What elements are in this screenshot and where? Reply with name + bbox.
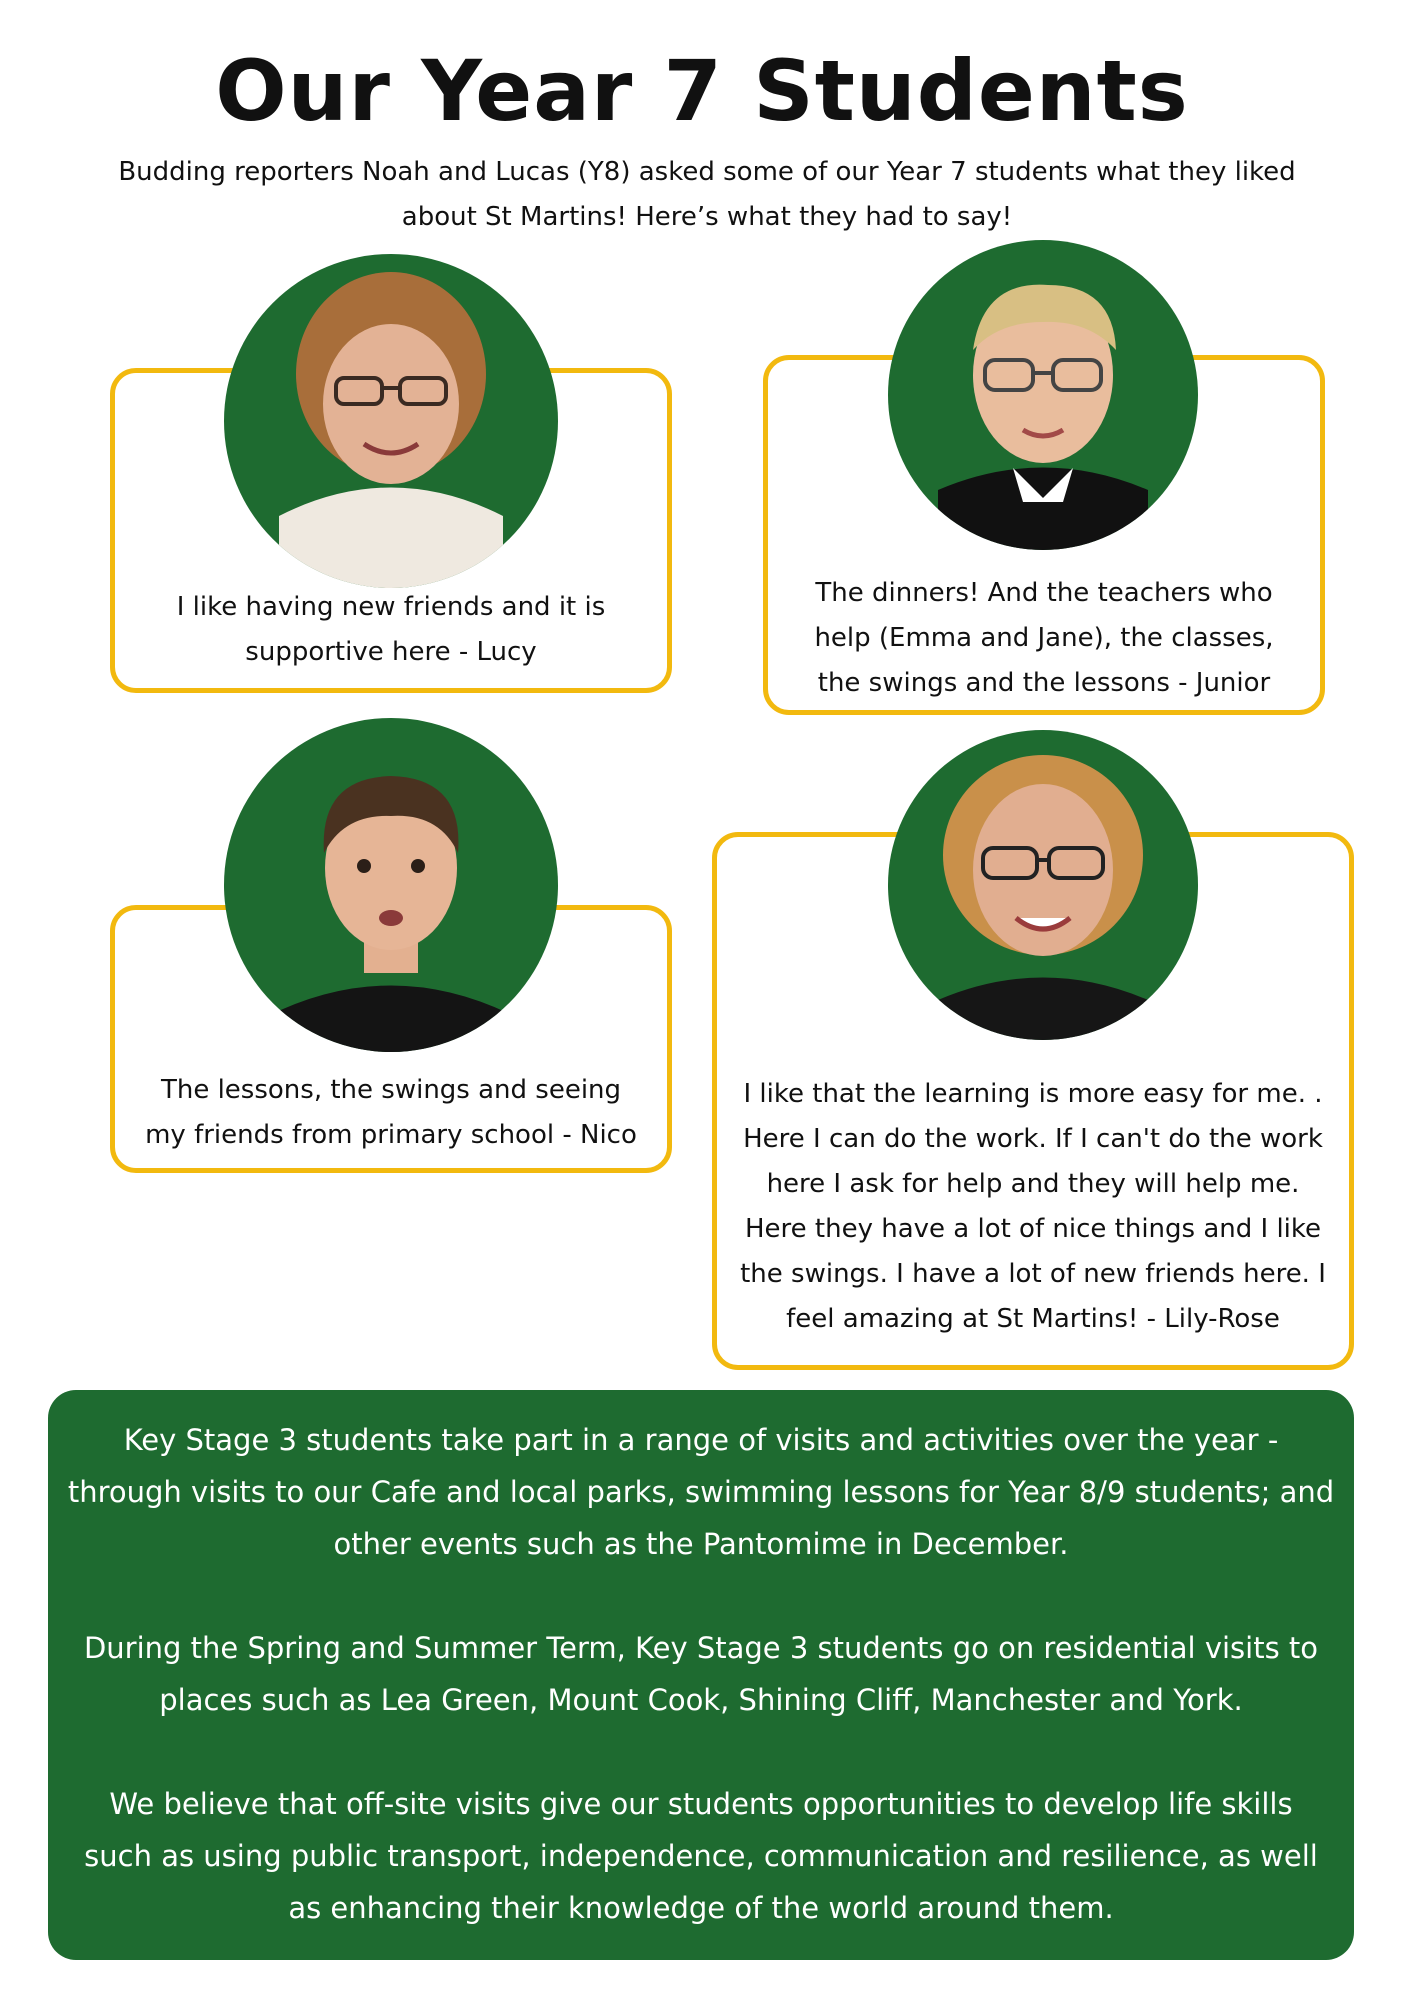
quote-text-lucy: I like having new friends and it is supportive here - Lucy [176,592,606,667]
key-stage-3-info-panel [48,1390,1354,1960]
quote-text-junior: The dinners! And the teachers who help (Emma and Jane), the classes, the swings and the lessons - Junior [814,578,1274,698]
student-photo-junior [888,240,1198,550]
student-photo-lucy [224,254,558,588]
student-photo-nico [224,718,558,1052]
info-paragraph-life-skills: We believe that off-site visits give our students opportunities to develop life skills such as using public transport, independence, communication and resilience, as well as enhancing their knowledge of the world around them. [84,1787,1318,1925]
intro-text: Budding reporters Noah and Lucas (Y8) asked some of our Year 7 students what they liked about St Martins! Here’s what they had to say! [118,157,1296,232]
info-paragraph-visits: Key Stage 3 students take part in a range of visits and activities over the year - through visits to our Cafe and local parks, swimming lessons for Year 8/9 students; and other events such as the Pantomime in December. [67,1423,1335,1561]
quote-text-lily-rose: I like that the learning is more easy for me. . Here I can do the work. If I can't do the work here I ask for help and they will help me. Here they have a lot of nice things and I like the swings. I have a lot of new friends here. I feel amazing at St Martins! - Lily-Rose [740,1079,1326,1334]
info-paragraph-residentials: During the Spring and Summer Term, Key Stage 3 students go on residential visits to places such as Lea Green, Mount Cook, Shining Cliff, Manchester and York. [83,1631,1319,1717]
quote-text-nico: The lessons, the swings and seeing my friends from primary school - Nico [145,1075,637,1150]
page-title: Our Year 7 Students [215,42,1189,140]
student-photo-lily-rose [888,730,1198,1040]
